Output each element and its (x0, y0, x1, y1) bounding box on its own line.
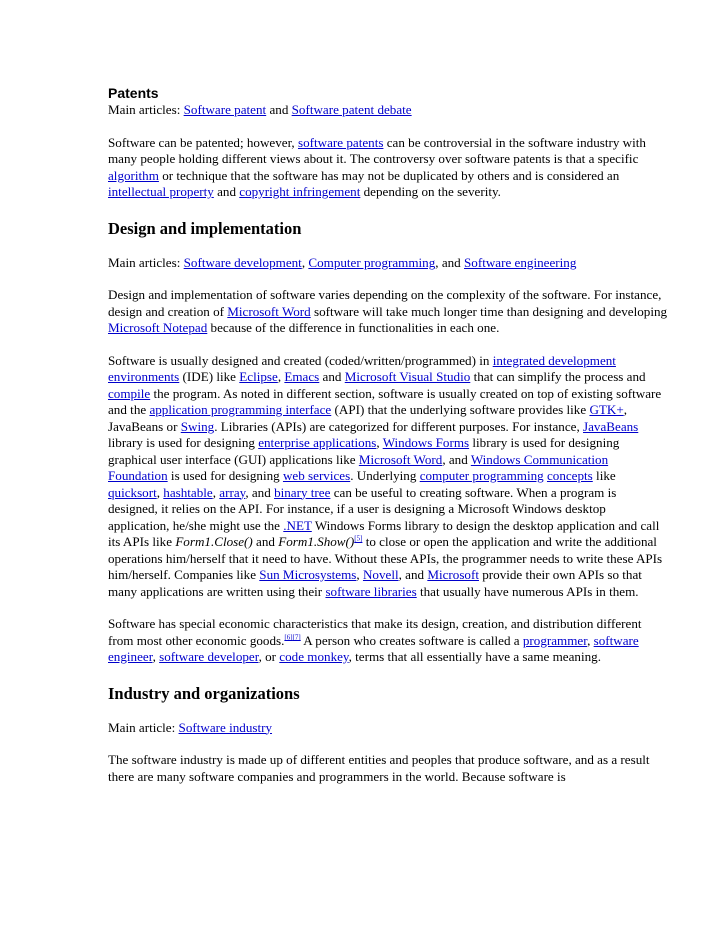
text: to close or open the application and write the additional operations him/herself that it need to have. Without these APIs, the programmer needs to write these APIs him/herself. Companies like (108, 534, 663, 582)
link-dotnet[interactable]: .NET (283, 517, 312, 533)
main-articles-prefix: Main articles: (108, 102, 184, 117)
text: , terms that all essentially have a same meaning. (348, 649, 601, 664)
text: and (213, 184, 240, 199)
reference-7[interactable]: [7] (292, 633, 301, 642)
text: A person who creates software is called a (300, 632, 523, 648)
paragraph-industry: The software industry is made up of different entities and peoples that produce software, and as a result there are many software companies and programmers in the world. Because software is (108, 752, 650, 784)
text: depending on the severity. (360, 184, 501, 199)
text: , (152, 649, 160, 664)
text: (API) that the underlying software provides like (331, 402, 590, 417)
text: that usually have numerous APIs in them. (416, 583, 639, 599)
text: . Underlying (350, 468, 420, 483)
link-sun-microsystems[interactable]: Sun Microsystems (259, 567, 357, 582)
link-microsoft[interactable]: Microsoft (427, 567, 479, 582)
link-software-developer[interactable]: software developer (159, 649, 259, 664)
link-software-libraries[interactable]: software libraries (325, 583, 417, 599)
text: Windows Forms library to design the desktop application and call its APIs like (108, 517, 660, 549)
link-emacs[interactable]: Emacs (284, 369, 320, 384)
text: , (376, 435, 383, 450)
link-programmer[interactable]: programmer (522, 632, 588, 648)
link-software-patent-debate[interactable]: Software patent debate (291, 102, 412, 117)
link-quicksort[interactable]: quicksort (108, 484, 157, 500)
text: that can simplify the process and (470, 369, 646, 384)
text: , and (435, 254, 465, 270)
paragraph-design-1 (108, 287, 668, 337)
paragraph-design-2 (108, 353, 668, 601)
text: software will take much longer time than designing and developing (310, 303, 668, 319)
text: and (319, 369, 345, 384)
text: and (266, 102, 292, 117)
text: , (587, 632, 594, 648)
link-visual-studio[interactable]: Microsoft Visual Studio (344, 369, 471, 384)
link-algorithm[interactable]: algorithm (108, 167, 159, 183)
text: can be controversial in the software industry with many people holding different views about it. The controversy over software patents is that a specific (108, 134, 646, 166)
text: , (301, 254, 309, 270)
link-software-patents[interactable]: software patents (297, 134, 384, 150)
text: can be useful to creating software. When a program is designed, it relies on the API. For instance, if a user is designing a Microsoft Windows desktop application, he/she might use the (108, 484, 617, 533)
text: , or (258, 649, 280, 664)
text: and (252, 534, 279, 549)
link-software-patent[interactable]: Software patent (183, 102, 267, 117)
code-form-show: Form1.Show() (278, 534, 355, 549)
main-articles-patents (108, 102, 668, 119)
link-ide[interactable]: integrated development environments (108, 352, 616, 384)
text: . Libraries (APIs) are categorized for different purposes. For instance, (214, 418, 584, 434)
link-novell[interactable]: Novell (362, 567, 399, 582)
text: , (277, 369, 285, 384)
text: (IDE) like (179, 369, 240, 384)
link-eclipse[interactable]: Eclipse (239, 369, 278, 384)
text: Software can be patented; however, (108, 134, 298, 150)
link-binary-tree[interactable]: binary tree (274, 484, 331, 500)
link-concepts[interactable]: concepts (546, 468, 593, 483)
text: or technique that the software has may not be duplicated by others and is considered an (158, 167, 620, 183)
link-microsoft-word[interactable]: Microsoft Word (227, 303, 311, 319)
reference-6[interactable]: [6] (284, 633, 293, 642)
link-windows-forms[interactable]: Windows Forms (382, 435, 470, 450)
link-microsoft-word-2[interactable]: Microsoft Word (358, 451, 443, 467)
link-software-development[interactable]: Software development (183, 254, 302, 270)
text: Software has special economic characteristics that make its design, creation, and distribution different from most other economic goods. (108, 616, 642, 648)
text: , (156, 484, 164, 500)
document-page (108, 84, 668, 785)
section-heading-patents: Patents (108, 85, 159, 101)
main-articles-prefix: Main article: (108, 719, 179, 735)
link-enterprise-applications[interactable]: enterprise applications (258, 435, 377, 450)
link-swing[interactable]: Swing (180, 418, 215, 434)
main-articles-prefix: Main articles: (108, 254, 184, 270)
text: library is used for designing graphical user interface (GUI) applications like (108, 435, 620, 467)
text: , (212, 484, 220, 500)
text: , and (442, 451, 471, 467)
text: because of the difference in functionalities in each one. (207, 320, 500, 335)
text: provide their own APIs so that many applications are written using their (108, 567, 642, 599)
link-microsoft-notepad[interactable]: Microsoft Notepad (108, 320, 208, 335)
link-gtk[interactable]: GTK+ (589, 402, 624, 417)
paragraph-patents (108, 135, 668, 201)
reference-5[interactable]: [5] (354, 534, 363, 543)
code-form-close: Form1.Close() (175, 534, 253, 549)
text: is used for designing (167, 468, 283, 483)
text: Software is usually designed and created (coded/written/programmed) in (108, 352, 493, 368)
text: , and (245, 484, 275, 500)
link-computer-programming-2[interactable]: computer programming (419, 468, 544, 483)
text: , and (398, 567, 428, 582)
main-articles-industry (108, 720, 668, 737)
text: the program. As noted in different section, software is usually created on top of existing software and the (108, 385, 662, 417)
link-computer-programming[interactable]: Computer programming (308, 254, 436, 270)
text: , JavaBeans or (108, 402, 628, 434)
link-software-engineer[interactable]: software engineer (108, 632, 639, 664)
link-array[interactable]: array (219, 484, 246, 500)
text: library is used for designing (108, 435, 259, 450)
link-hashtable[interactable]: hashtable (163, 484, 213, 500)
link-javabeans[interactable]: JavaBeans (583, 418, 639, 434)
main-articles-design (108, 255, 668, 272)
link-api[interactable]: application programming interface (149, 402, 332, 417)
link-copyright-infringement[interactable]: copyright infringement (239, 184, 361, 199)
link-code-monkey[interactable]: code monkey (279, 649, 349, 664)
link-web-services[interactable]: web services (282, 468, 351, 483)
link-intellectual-property[interactable]: intellectual property (108, 184, 214, 199)
text: Design and implementation of software varies depending on the complexity of the software. For instance, design and creation of (108, 287, 662, 319)
link-software-industry[interactable]: Software industry (178, 719, 273, 735)
text: , (356, 567, 363, 582)
text: like (592, 468, 616, 483)
link-software-engineering[interactable]: Software engineering (464, 254, 577, 270)
link-wcf[interactable]: Windows Communication Foundation (108, 451, 609, 483)
link-compile[interactable]: compile (108, 385, 151, 401)
paragraph-design-3 (108, 616, 668, 666)
section-heading-industry: Industry and organizations (108, 683, 300, 703)
section-heading-design: Design and implementation (108, 218, 302, 238)
